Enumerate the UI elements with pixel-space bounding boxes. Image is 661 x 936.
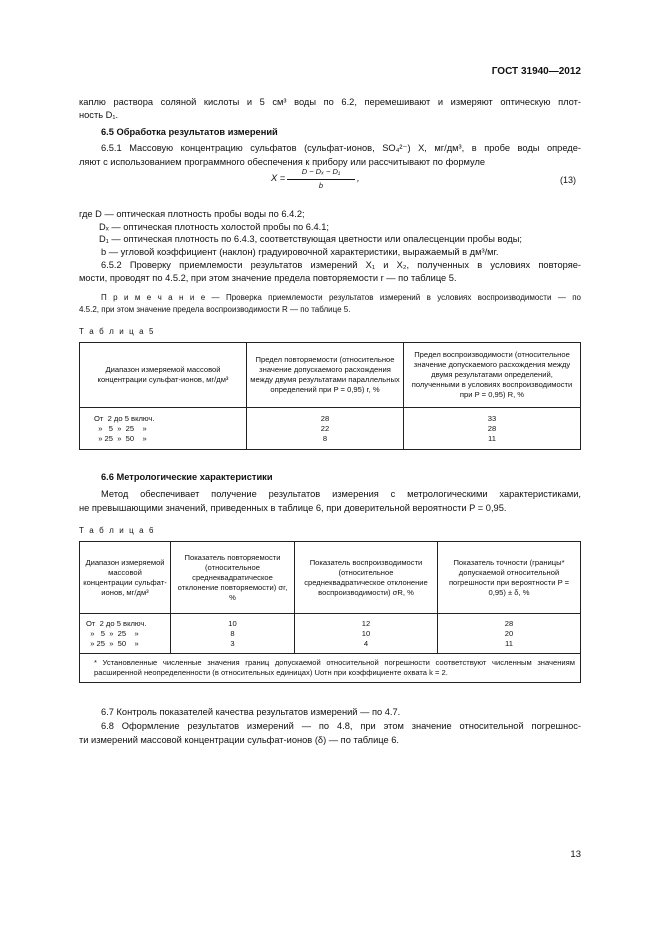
table-6-ranges: От 2 до 5 включ. » 5 » 25 » » 25 » 50 » <box>80 614 171 654</box>
formula-13 <box>271 167 360 190</box>
table-5 <box>79 342 581 450</box>
table-5-caption: Т а б л и ц а 5 <box>79 327 156 336</box>
where-line-3: D₁ — оптическая плотность по 6.4.3, соответствующая цветности или опалесценции пробы воды; <box>99 234 522 244</box>
table-5-header-range: Диапазон измеряемой массовой концентрации сульфат-ионов, мг/дм³ <box>80 343 247 408</box>
intro-line-1: каплю раствора соляной кислоты и 5 см³ воды по 6.2, перемешивают и измеряют оптическую плот- <box>79 97 581 107</box>
table-6-footnote-row <box>80 654 581 683</box>
formula-comma: , <box>357 173 360 183</box>
table-6-header-row <box>80 542 581 614</box>
paragraph-6-8-line-1: 6.8 Оформление результатов измерений — по 4.8, при этом значение относительной погрешнос- <box>101 721 581 731</box>
paragraph-6-5-1-line-1: 6.5.1 Массовую концентрацию сульфатов (сульфат-ионов, SO₄²⁻) X, мг/дм³, в пробе воды опреде- <box>101 143 581 153</box>
table-6-header-accuracy: Показатель точности (границы* допускаемой относительной погрешности при вероятности P = 0,95) ± δ, % <box>438 542 581 614</box>
paragraph-6-7: 6.7 Контроль показателей качества результатов измерений — по 4.7. <box>101 707 401 717</box>
note-line-2: 4.5.2, при этом значение предела воспроизводимости R — по таблице 5. <box>79 305 351 314</box>
formula-numerator: D − Dₓ − D₁ <box>287 166 355 180</box>
table-row <box>80 614 581 654</box>
table-5-header-repeatability: Предел повторяемости (относительное значение допускаемого расхождения между двумя результатами параллельных определений при P = 0,95) r, % <box>247 343 404 408</box>
table-6-header-range: Диапазон измеряемой массовой концентрации сульфат-ионов, мг/дм³ <box>80 542 171 614</box>
table-6-footnote: * Установленные численные значения границ допускаемой относительной погрешности соответствуют численным значениям расширенной неопределенности (в относительных единицах) Uотн при коэффициенте охвата k = 2. <box>80 654 581 683</box>
paragraph-6-6-line-2: не превышающими значений, приведенных в таблице 6, при доверительной вероятности P = 0,95. <box>79 503 507 513</box>
where-line-2: Dₓ — оптическая плотность холостой пробы по 6.4.1; <box>99 222 330 232</box>
table-6-accuracy-values: 28 20 11 <box>438 614 581 654</box>
table-5-reproducibility-values: 33 28 11 <box>404 408 581 450</box>
formula-denominator: b <box>318 181 324 190</box>
formula-lhs: X = <box>271 173 286 183</box>
document-header: ГОСТ 31940—2012 <box>491 66 581 77</box>
paragraph-6-8-line-2: ти измерений массовой концентрации сульфат-ионов (δ) — по таблице 6. <box>79 735 400 745</box>
table-5-ranges: От 2 до 5 включ. » 5 » 25 » » 25 » 50 » <box>80 408 247 450</box>
table-6-repeatability-values: 10 8 3 <box>171 614 295 654</box>
table-row <box>80 408 581 450</box>
table-6-reproducibility-values: 12 10 4 <box>295 614 438 654</box>
intro-line-2: ность D₁. <box>79 110 119 120</box>
page-number: 13 <box>570 849 581 860</box>
section-6-6-title: 6.6 Метрологические характеристики <box>101 472 273 482</box>
table-5-header-reproducibility: Предел воспроизводимости (относительное значение допускаемого расхождения между двумя результатами определений, полученными в условиях воспроизводимости при P = 0,95) R, % <box>404 343 581 408</box>
table-6-caption: Т а б л и ц а 6 <box>79 526 156 535</box>
table-5-header-row <box>80 343 581 408</box>
paragraph-6-5-2-line-2: мости, проводят по 4.5.2, при этом значение предела повторяемости r — по таблице 5. <box>79 273 457 283</box>
paragraph-6-5-1-line-2: ляют с использованием программного обеспечения к прибору или рассчитывают по формуле <box>79 157 486 167</box>
paragraph-6-6-line-1: Метод обеспечивает получение результатов измерения с метрологическими характеристиками, <box>101 489 581 499</box>
table-5-repeatability-values: 28 22 8 <box>247 408 404 450</box>
formula-fraction <box>287 166 355 192</box>
where-line-1: где D — оптическая плотность пробы воды по 6.4.2; <box>79 209 305 219</box>
table-6 <box>79 541 581 683</box>
paragraph-6-5-2-line-1: 6.5.2 Проверку приемлемости результатов измерений X₁ и X₂, полученных в условиях повторяе- <box>101 260 581 270</box>
note-line-1: П р и м е ч а н и е — Проверка приемлемости результатов измерений в условиях воспроизводимости — по <box>101 293 581 302</box>
table-6-header-repeatability: Показатель повторяемости (относительное среднеквадратическое отклонение повторяемости) σr, % <box>171 542 295 614</box>
table-6-header-reproducibility: Показатель воспроизводимости (относительное среднеквадратическое отклонение воспроизводимости) σR, % <box>295 542 438 614</box>
section-6-5-title: 6.5 Обработка результатов измерений <box>101 127 278 137</box>
where-line-4: b — угловой коэффициент (наклон) градуировочной характеристики, выражаемый в дм³/мг. <box>101 247 499 257</box>
formula-number: (13) <box>560 175 577 185</box>
